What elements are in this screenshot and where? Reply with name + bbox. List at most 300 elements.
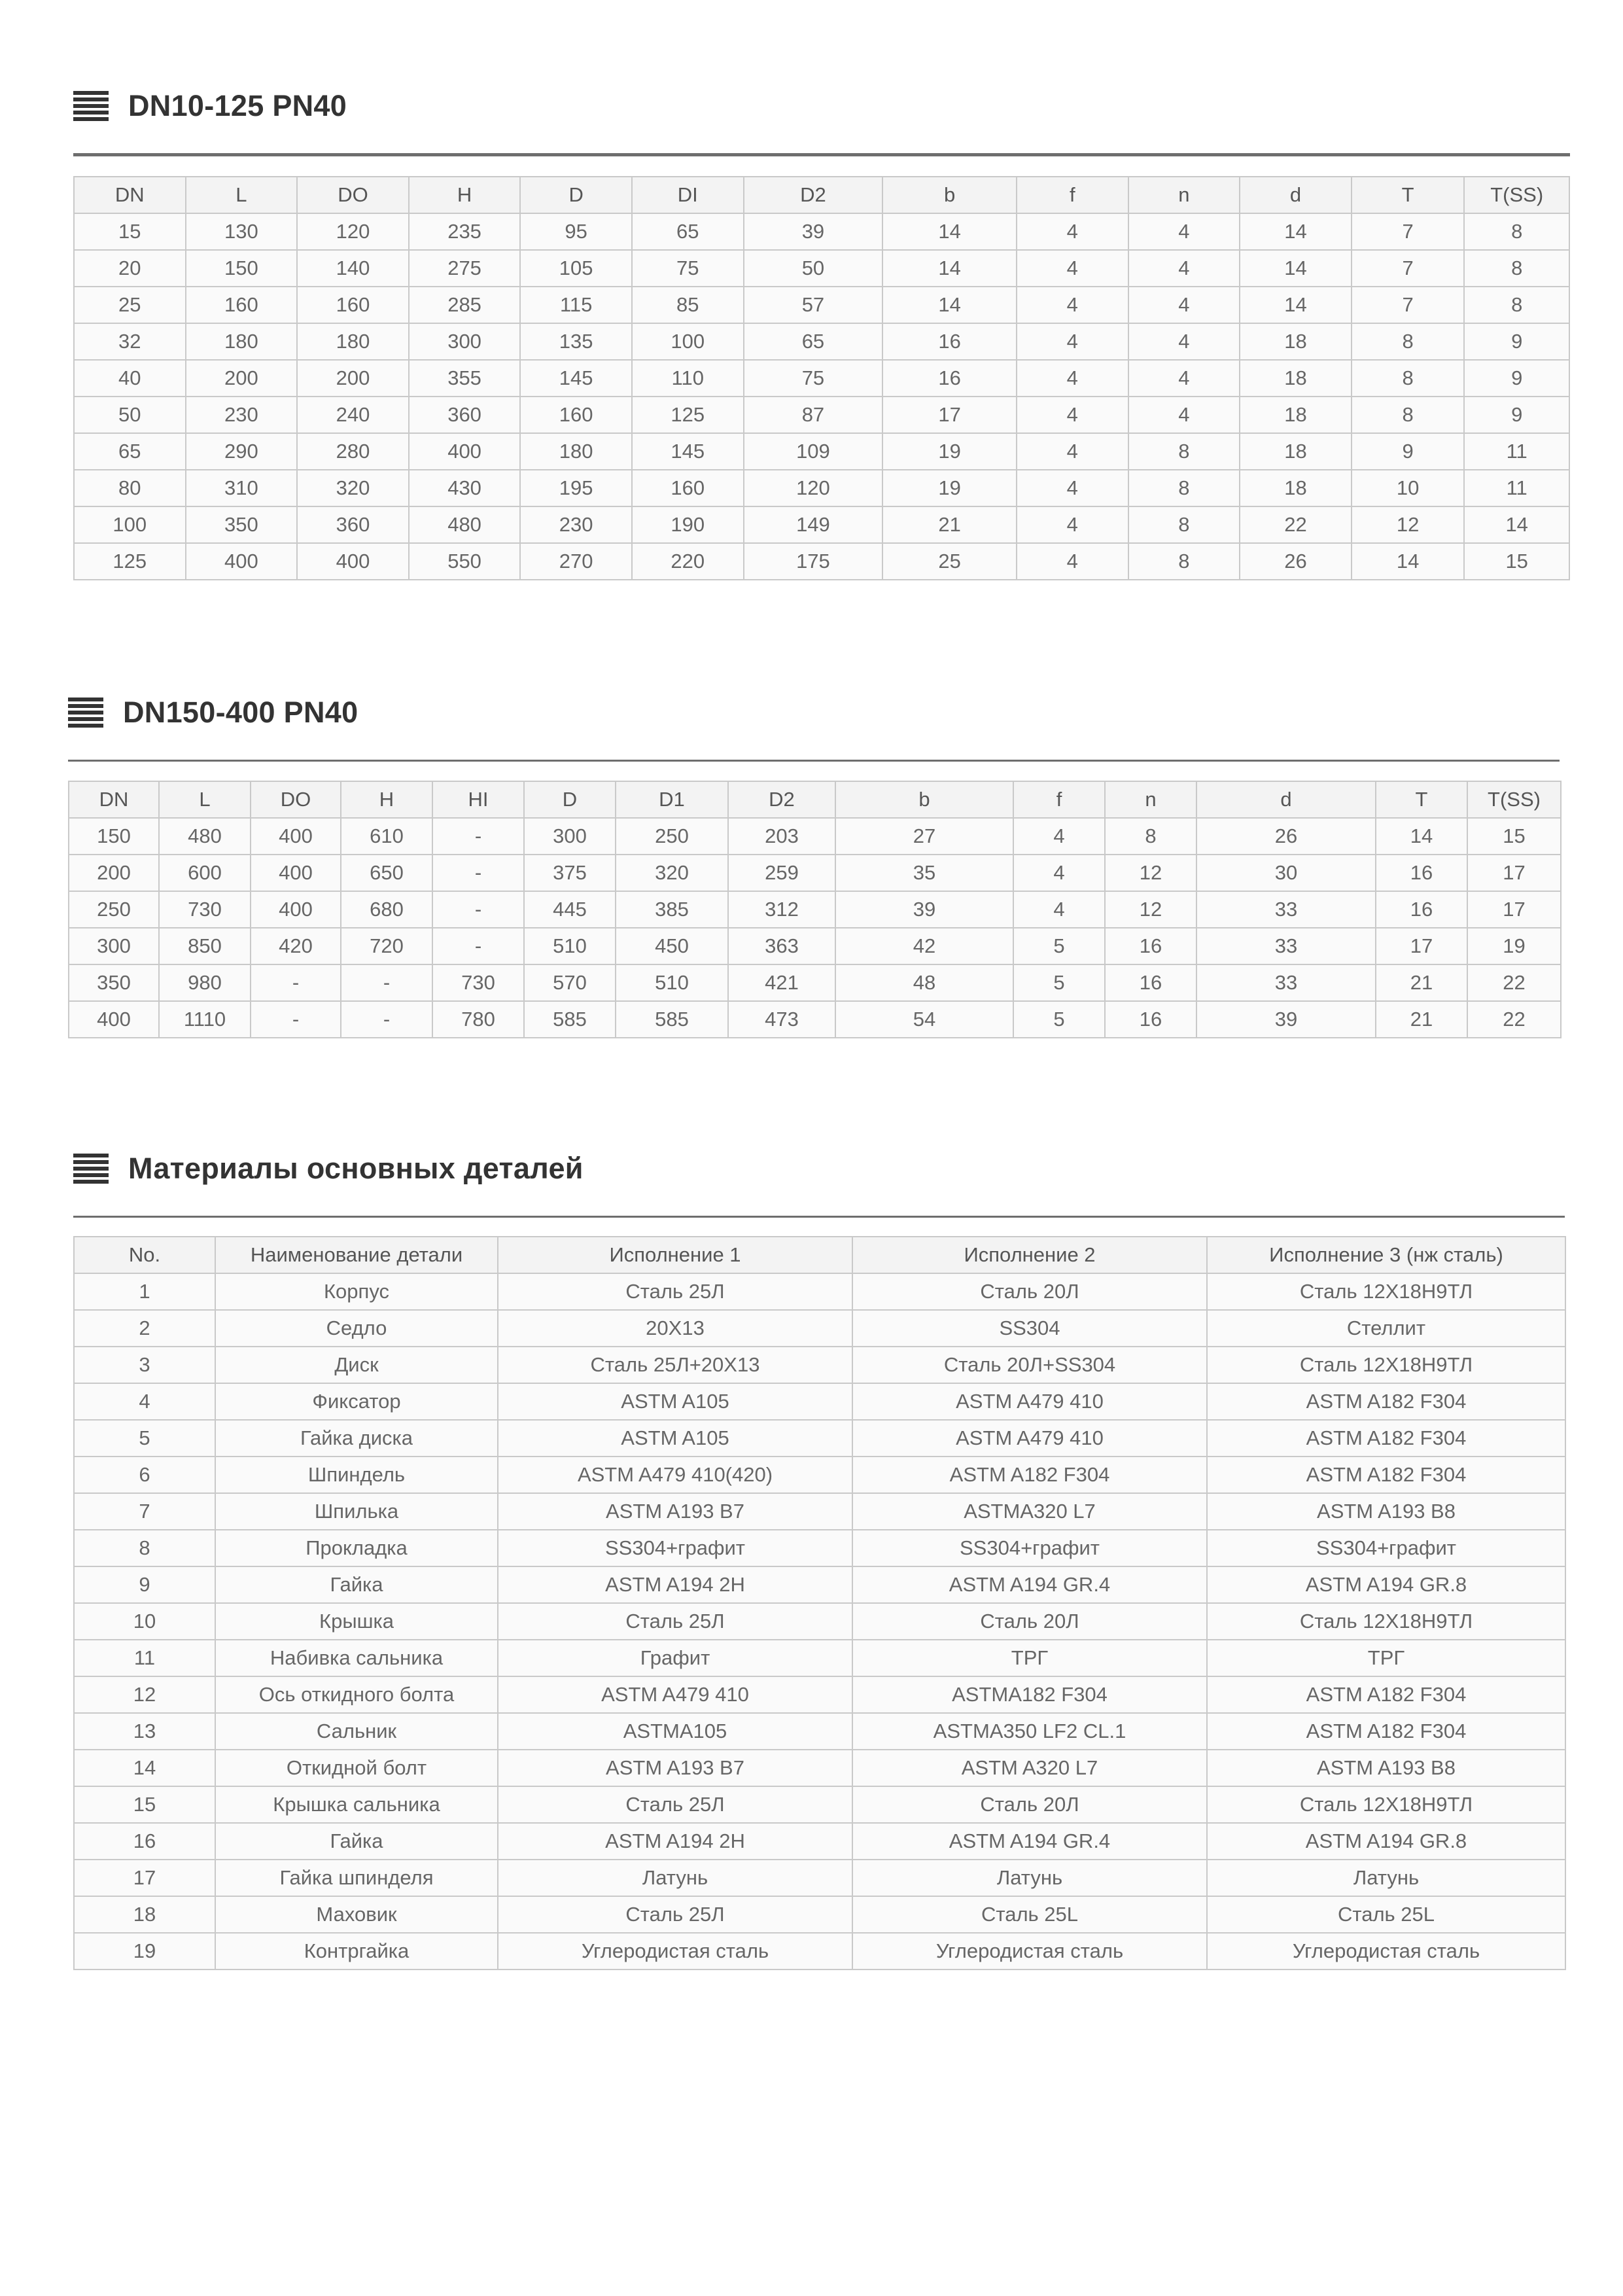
column-header: Исполнение 1 [498, 1237, 852, 1273]
dimensions-table-dn150-400 [68, 781, 1562, 1038]
table-cell: 14 [74, 1750, 215, 1786]
table-cell: 11 [1464, 470, 1569, 506]
table-cell: 4 [1128, 397, 1240, 433]
table-cell: 100 [632, 323, 744, 360]
table-cell: 160 [520, 397, 632, 433]
table-cell: 8 [1352, 397, 1465, 433]
table-cell: Шпиндель [215, 1457, 498, 1493]
table-cell: 7 [74, 1493, 215, 1530]
column-header: L [186, 177, 298, 213]
table-cell: 585 [524, 1001, 616, 1038]
table-cell: - [251, 1001, 341, 1038]
table-cell: Сталь 25L [852, 1896, 1207, 1933]
table-cell: 75 [632, 250, 744, 287]
table-cell: 85 [632, 287, 744, 323]
table-cell: Крышка сальника [215, 1786, 498, 1823]
table-cell: 9 [74, 1566, 215, 1603]
table-header-row [69, 781, 1561, 818]
table-cell: Седло [215, 1310, 498, 1347]
table-cell: 4 [1128, 287, 1240, 323]
table-cell: 12 [1105, 855, 1196, 891]
table-row [74, 1310, 1565, 1347]
table-cell: 14 [1240, 213, 1352, 250]
table-cell: Стеллит [1207, 1310, 1565, 1347]
table-cell: 9 [1352, 433, 1465, 470]
table-cell: 19 [882, 433, 1017, 470]
column-header: D2 [728, 781, 835, 818]
table-row [74, 213, 1569, 250]
table-cell: 19 [1467, 928, 1561, 964]
table-cell: 400 [251, 818, 341, 855]
table-cell: 17 [1467, 855, 1561, 891]
table-cell: 18 [1240, 470, 1352, 506]
table-cell: 195 [520, 470, 632, 506]
table-row [74, 1713, 1565, 1750]
table-cell: ASTM A194 GR.4 [852, 1566, 1207, 1603]
table-cell: 312 [728, 891, 835, 928]
table-cell: 400 [69, 1001, 159, 1038]
table-cell: 39 [744, 213, 883, 250]
table-cell: 8 [1464, 213, 1569, 250]
table-cell: 16 [1376, 855, 1467, 891]
table-cell: 363 [728, 928, 835, 964]
table-cell: ASTM A194 2H [498, 1823, 852, 1860]
table-cell: 4 [74, 1383, 215, 1420]
table-row [74, 360, 1569, 397]
table-cell: 18 [1240, 433, 1352, 470]
table-cell: ASTM A193 B7 [498, 1493, 852, 1530]
table-cell: 16 [1376, 891, 1467, 928]
table-cell: Сталь 20Л [852, 1273, 1207, 1310]
table-cell: Сталь 25L [1207, 1896, 1565, 1933]
table-row [74, 1347, 1565, 1383]
table-cell: Латунь [1207, 1860, 1565, 1896]
table-cell: Ось откидного болта [215, 1676, 498, 1713]
table-cell: 320 [616, 855, 728, 891]
list-icon [73, 1154, 109, 1184]
column-header: D [520, 177, 632, 213]
table-cell: 16 [882, 323, 1017, 360]
table-cell: 15 [74, 1786, 215, 1823]
table-cell: 280 [297, 433, 409, 470]
table-row [69, 1001, 1561, 1038]
table-cell: 220 [632, 543, 744, 580]
table-cell: 285 [409, 287, 521, 323]
table-cell: 26 [1240, 543, 1352, 580]
table-cell: Контргайка [215, 1933, 498, 1969]
table-cell: 8 [1352, 360, 1465, 397]
table-cell: 6 [74, 1457, 215, 1493]
table-row [74, 470, 1569, 506]
table-cell: 14 [1240, 250, 1352, 287]
table-cell: 160 [186, 287, 298, 323]
table-cell: 15 [1464, 543, 1569, 580]
table-cell: 180 [520, 433, 632, 470]
table-cell: 7 [1352, 250, 1465, 287]
table-cell: 14 [1240, 287, 1352, 323]
table-cell: 75 [744, 360, 883, 397]
table-cell: 8 [1464, 287, 1569, 323]
table-cell: 50 [744, 250, 883, 287]
table-cell: 20Х13 [498, 1310, 852, 1347]
table-cell: 4 [1017, 213, 1128, 250]
table-cell: 120 [744, 470, 883, 506]
table-cell: 290 [186, 433, 298, 470]
table-cell: 39 [835, 891, 1013, 928]
table-row [74, 1860, 1565, 1896]
column-header: T [1376, 781, 1467, 818]
table-cell: 105 [520, 250, 632, 287]
table-cell: 15 [1467, 818, 1561, 855]
table-cell: 17 [1376, 928, 1467, 964]
section-heading-dn10-125 [73, 82, 1570, 156]
table-cell: 16 [1105, 964, 1196, 1001]
table-cell: 87 [744, 397, 883, 433]
table-cell: 4 [1017, 360, 1128, 397]
table-cell: ASTMA182 F304 [852, 1676, 1207, 1713]
table-cell: 360 [409, 397, 521, 433]
table-cell: 4 [1128, 360, 1240, 397]
table-cell: 19 [74, 1933, 215, 1969]
table-cell: Углеродистая сталь [498, 1933, 852, 1969]
table-cell: Сталь 20Л+SS304 [852, 1347, 1207, 1383]
table-row [74, 1676, 1565, 1713]
table-cell: Маховик [215, 1896, 498, 1933]
table-cell: 17 [882, 397, 1017, 433]
table-cell: 11 [74, 1640, 215, 1676]
table-cell: 145 [520, 360, 632, 397]
table-row [74, 506, 1569, 543]
table-cell: 18 [1240, 397, 1352, 433]
table-cell: 473 [728, 1001, 835, 1038]
table-cell: 16 [74, 1823, 215, 1860]
table-cell: 13 [74, 1713, 215, 1750]
table-cell: 400 [251, 855, 341, 891]
table-cell: 8 [1128, 470, 1240, 506]
column-header: DN [74, 177, 186, 213]
table-cell: 18 [1240, 323, 1352, 360]
table-cell: 610 [341, 818, 432, 855]
table-cell: 39 [1196, 1001, 1376, 1038]
table-cell: Шпилька [215, 1493, 498, 1530]
table-cell: 14 [882, 287, 1017, 323]
table-cell: 14 [882, 213, 1017, 250]
table-cell: 203 [728, 818, 835, 855]
table-cell: 400 [186, 543, 298, 580]
column-header: D2 [744, 177, 883, 213]
table-cell: 300 [524, 818, 616, 855]
table-cell: 10 [1352, 470, 1465, 506]
table-cell: 54 [835, 1001, 1013, 1038]
table-row [74, 1896, 1565, 1933]
list-icon [73, 91, 109, 121]
column-header: T(SS) [1464, 177, 1569, 213]
table-row [69, 855, 1561, 891]
table-cell: 14 [882, 250, 1017, 287]
column-header: HI [432, 781, 524, 818]
table-cell: 25 [882, 543, 1017, 580]
list-icon [68, 698, 103, 728]
table-cell: Сталь 25Л [498, 1786, 852, 1823]
table-cell: 550 [409, 543, 521, 580]
table-cell: 130 [186, 213, 298, 250]
table-cell: 180 [297, 323, 409, 360]
table-cell: ASTM A193 B7 [498, 1750, 852, 1786]
table-cell: 270 [520, 543, 632, 580]
table-cell: 14 [1376, 818, 1467, 855]
table-cell: ТРГ [852, 1640, 1207, 1676]
table-cell: 16 [1105, 928, 1196, 964]
table-cell: - [251, 964, 341, 1001]
table-cell: 110 [632, 360, 744, 397]
table-cell: 33 [1196, 891, 1376, 928]
table-cell: 135 [520, 323, 632, 360]
table-row [74, 1750, 1565, 1786]
table-cell: 190 [632, 506, 744, 543]
table-cell: Сальник [215, 1713, 498, 1750]
table-cell: Сталь 25Л [498, 1273, 852, 1310]
column-header: Наименование детали [215, 1237, 498, 1273]
table-cell: 2 [74, 1310, 215, 1347]
table-row [74, 250, 1569, 287]
section-divider [68, 760, 1560, 762]
table-cell: 4 [1017, 506, 1128, 543]
column-header: DO [251, 781, 341, 818]
table-row [74, 1640, 1565, 1676]
table-cell: 57 [744, 287, 883, 323]
table-cell: Гайка диска [215, 1420, 498, 1457]
table-cell: ASTM A182 F304 [1207, 1713, 1565, 1750]
table-cell: 510 [524, 928, 616, 964]
table-cell: ASTM A182 F304 [852, 1457, 1207, 1493]
table-row [74, 287, 1569, 323]
table-cell: 4 [1017, 323, 1128, 360]
table-cell: 115 [520, 287, 632, 323]
table-cell: 780 [432, 1001, 524, 1038]
column-header: d [1240, 177, 1352, 213]
table-cell: 200 [297, 360, 409, 397]
column-header: f [1017, 177, 1128, 213]
table-cell: 65 [632, 213, 744, 250]
table-cell: 430 [409, 470, 521, 506]
section-divider [73, 1216, 1565, 1218]
table-cell: Набивка сальника [215, 1640, 498, 1676]
table-cell: 8 [1128, 506, 1240, 543]
table-cell: Откидной болт [215, 1750, 498, 1786]
table-cell: 17 [1467, 891, 1561, 928]
table-cell: Сталь 20Л [852, 1786, 1207, 1823]
table-cell: 730 [432, 964, 524, 1001]
table-cell: 19 [882, 470, 1017, 506]
table-cell: 14 [1464, 506, 1569, 543]
table-cell: 4 [1128, 323, 1240, 360]
table-cell: 400 [297, 543, 409, 580]
table-cell: ASTM A194 GR.8 [1207, 1823, 1565, 1860]
table-cell: 235 [409, 213, 521, 250]
table-cell: ASTM A193 B8 [1207, 1750, 1565, 1786]
table-cell: 16 [882, 360, 1017, 397]
table-cell: 18 [1240, 360, 1352, 397]
column-header: L [159, 781, 251, 818]
table-cell: - [341, 1001, 432, 1038]
table-header-row [74, 177, 1569, 213]
table-cell: 33 [1196, 928, 1376, 964]
table-cell: 5 [74, 1420, 215, 1457]
table-cell: 8 [1105, 818, 1196, 855]
table-cell: ASTM A479 410 [498, 1676, 852, 1713]
table-cell: Прокладка [215, 1530, 498, 1566]
column-header: f [1013, 781, 1105, 818]
table-cell: 149 [744, 506, 883, 543]
table-cell: 21 [882, 506, 1017, 543]
table-cell: 160 [297, 287, 409, 323]
table-cell: 140 [297, 250, 409, 287]
table-row [74, 1566, 1565, 1603]
column-header: Исполнение 2 [852, 1237, 1207, 1273]
table-cell: 14 [1352, 543, 1465, 580]
table-cell: Сталь 12Х18Н9ТЛ [1207, 1347, 1565, 1383]
table-cell: 100 [74, 506, 186, 543]
column-header: d [1196, 781, 1376, 818]
table-cell: ASTM A479 410 [852, 1420, 1207, 1457]
table-cell: 1 [74, 1273, 215, 1310]
table-cell: 200 [69, 855, 159, 891]
table-cell: 4 [1013, 818, 1105, 855]
table-cell: 20 [74, 250, 186, 287]
table-cell: 421 [728, 964, 835, 1001]
table-cell: 145 [632, 433, 744, 470]
table-cell: ASTMA350 LF2 CL.1 [852, 1713, 1207, 1750]
table-cell: 350 [186, 506, 298, 543]
table-row [74, 1823, 1565, 1860]
table-cell: 4 [1017, 433, 1128, 470]
table-cell: 980 [159, 964, 251, 1001]
table-row [74, 1530, 1565, 1566]
table-cell: 80 [74, 470, 186, 506]
column-header: No. [74, 1237, 215, 1273]
table-cell: 8 [1128, 543, 1240, 580]
table-row [74, 1786, 1565, 1823]
table-cell: 600 [159, 855, 251, 891]
column-header: T(SS) [1467, 781, 1561, 818]
column-header: b [835, 781, 1013, 818]
table-row [74, 1383, 1565, 1420]
table-cell: 420 [251, 928, 341, 964]
table-cell: ASTM A193 B8 [1207, 1493, 1565, 1530]
table-cell: 5 [1013, 928, 1105, 964]
table-row [74, 543, 1569, 580]
section-title: Материалы основных деталей [128, 1152, 584, 1185]
table-cell: 22 [1240, 506, 1352, 543]
table-cell: 259 [728, 855, 835, 891]
table-cell: 150 [69, 818, 159, 855]
table-cell: Сталь 25Л+20Х13 [498, 1347, 852, 1383]
table-cell: 650 [341, 855, 432, 891]
table-cell: 8 [1128, 433, 1240, 470]
table-cell: 125 [74, 543, 186, 580]
column-header: DO [297, 177, 409, 213]
table-cell: Корпус [215, 1273, 498, 1310]
table-cell: 5 [1013, 1001, 1105, 1038]
table-cell: Диск [215, 1347, 498, 1383]
table-cell: 4 [1017, 543, 1128, 580]
table-cell: Латунь [852, 1860, 1207, 1896]
column-header: b [882, 177, 1017, 213]
table-cell: 385 [616, 891, 728, 928]
table-cell: 50 [74, 397, 186, 433]
section-title: DN150-400 PN40 [123, 696, 358, 729]
table-cell: 310 [186, 470, 298, 506]
table-cell: 7 [1352, 213, 1465, 250]
table-cell: 65 [744, 323, 883, 360]
table-cell: 25 [74, 287, 186, 323]
table-cell: Гайка шпинделя [215, 1860, 498, 1896]
table-cell: 42 [835, 928, 1013, 964]
table-cell: 400 [251, 891, 341, 928]
table-row [69, 964, 1561, 1001]
table-cell: 275 [409, 250, 521, 287]
column-header: H [409, 177, 521, 213]
table-cell: SS304+графит [498, 1530, 852, 1566]
table-cell: 8 [1464, 250, 1569, 287]
table-cell: - [341, 964, 432, 1001]
table-cell: 730 [159, 891, 251, 928]
table-cell: Гайка [215, 1566, 498, 1603]
table-cell: 4 [1128, 213, 1240, 250]
table-cell: 4 [1017, 397, 1128, 433]
table-cell: 450 [616, 928, 728, 964]
table-row [74, 1273, 1565, 1310]
table-cell: 22 [1467, 1001, 1561, 1038]
table-cell: Углеродистая сталь [852, 1933, 1207, 1969]
table-cell: 21 [1376, 964, 1467, 1001]
table-cell: 4 [1017, 470, 1128, 506]
table-cell: SS304+графит [1207, 1530, 1565, 1566]
table-cell: - [432, 891, 524, 928]
table-cell: Латунь [498, 1860, 852, 1896]
table-cell: 16 [1105, 1001, 1196, 1038]
table-cell: 35 [835, 855, 1013, 891]
table-cell: 240 [297, 397, 409, 433]
table-cell: - [432, 928, 524, 964]
table-cell: 120 [297, 213, 409, 250]
table-cell: ASTMA105 [498, 1713, 852, 1750]
table-cell: 160 [632, 470, 744, 506]
table-cell: 12 [1352, 506, 1465, 543]
table-cell: 4 [1017, 287, 1128, 323]
table-row [74, 397, 1569, 433]
table-cell: 30 [1196, 855, 1376, 891]
table-cell: 230 [186, 397, 298, 433]
table-cell: 570 [524, 964, 616, 1001]
column-header: n [1128, 177, 1240, 213]
table-cell: 375 [524, 855, 616, 891]
table-cell: ASTM A105 [498, 1420, 852, 1457]
table-cell: 125 [632, 397, 744, 433]
table-cell: 355 [409, 360, 521, 397]
section-heading-dn150-400 [68, 688, 1560, 762]
table-row [69, 818, 1561, 855]
table-cell: 95 [520, 213, 632, 250]
column-header: D [524, 781, 616, 818]
table-cell: 48 [835, 964, 1013, 1001]
column-header: H [341, 781, 432, 818]
table-cell: 21 [1376, 1001, 1467, 1038]
table-cell: 32 [74, 323, 186, 360]
table-cell: ASTM A479 410(420) [498, 1457, 852, 1493]
table-cell: 27 [835, 818, 1013, 855]
table-cell: 360 [297, 506, 409, 543]
